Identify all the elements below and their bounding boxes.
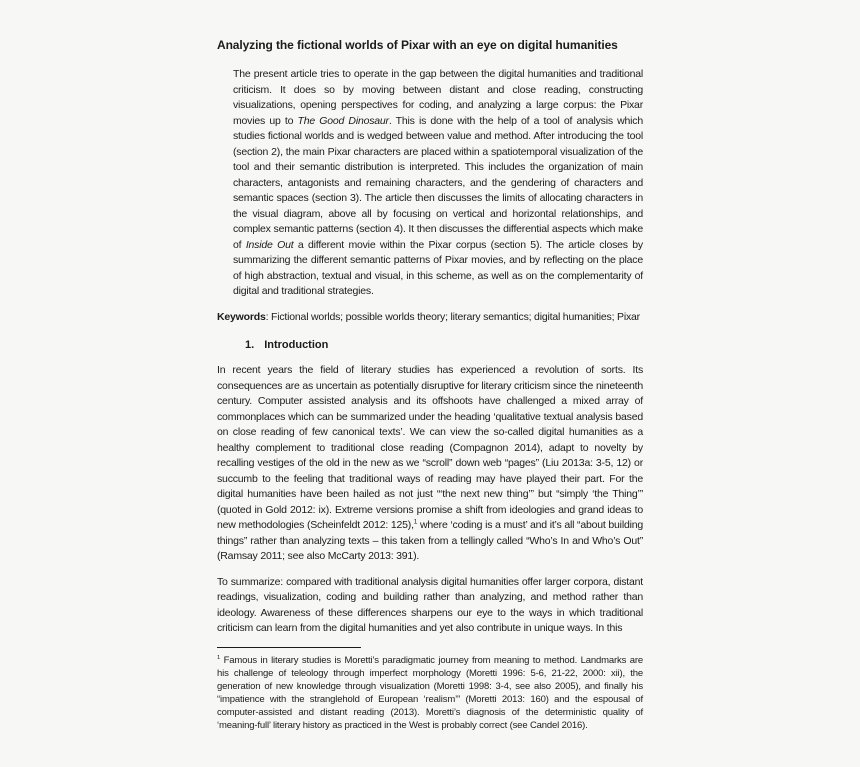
footnote-body: Famous in literary studies is Moretti’s paradigmatic journey from meaning to method. Landmarks are his challenge of teleology through imperfect morphology (Moretti 1996: 5-6, 21-22, 2000: xii), the generation of new knowledge through visualization (Moretti 1998: 3-4, see also 2005), and finally his “impatience with the stranglehold of European ‘realism’” (Moretti 2013: 160) and the espousal of computer-assisted and distant reading (2013). Moretti’s diagnosis of the deterministic quality of ‘meaning-full’ literary history as practiced in the West is probably correct (see Candel 2016). [217, 654, 643, 731]
section-number: 1. [245, 339, 255, 351]
footnote-marker: 1 [217, 654, 221, 661]
intro-paragraph-1 [217, 363, 643, 565]
intro-paragraph-2: To summarize: compared with traditional analysis digital humanities offer larger corpora, distant readings, visualization, coding and building rather than analyzing, and method rather than ideology. Awareness of these differences sharpens our eye to the ways in which traditional criticism can learn from the digital humanities and yet also contribute in unique ways. In this [217, 575, 643, 634]
keywords-label: Keywords [217, 310, 266, 323]
footnote-text [217, 654, 643, 732]
section-heading-introduction [245, 338, 643, 353]
intro-text-part1: In recent years the field of literary studies has experienced a revolution of sorts. Its consequences are as uncertain as potentially disruptive for literary criticism since the nineteenth century. Computer assisted analysis and its offshoots have challenged a mixed array of commonplaces which can be summarized under the heading ‘qualitative textual analysis based on close reading of few canonical texts’. We can view the so-called digital humanities as a healthy complement to traditional close reading (Compagnon 2014), adapt to novelty by recalling vestiges of the old in the new as we “scroll” down web “pages” (Liu 2013a: 3-5, 12) or succumb to the feeling that traditional ways of reading may have played their part. For the digital humanities have been hailed as not just “‘the next new thing’” but “simply ‘the Thing’” (quoted in Gold 2012: ix). Extreme versions promise a shift from ideologies and grand ideas to new methodologies (Scheinfeldt 2012: 125), [217, 364, 643, 531]
keywords-text: : Fictional worlds; possible worlds theory; literary semantics; digital humanities; Pixar [265, 310, 640, 323]
footnote-separator [217, 647, 361, 648]
footnote-reference: 1 [413, 518, 418, 526]
abstract-text-part1: The present article tries to operate in the gap between the digital humanities and traditional criticism. It does so by moving between distant and close reading, constructing visualizations, opening perspectives for coding, and analyzing a large corpus: the Pixar movies up to [233, 68, 643, 127]
movie-title-inside-out: Inside Out [245, 238, 294, 251]
text-column [217, 38, 643, 732]
page-title: Analyzing the fictional worlds of Pixar with an eye on digital humanities [217, 38, 618, 52]
intro-text-part2: where ‘coding is a must’ and it’s all “about building things” rather than analyzing texts – this taken from a tellingly called “Who’s In and Who’s Out” (Ramsay 2011; see also McCarty 2013: 391). [217, 519, 643, 562]
section-title: Introduction [264, 339, 329, 351]
keywords-line [217, 310, 643, 326]
abstract-text-part3: a different movie within the Pixar corpus (section 5). The article closes by summarizing the different semantic patterns of Pixar movies, and by reflecting on the place of high abstraction, textual and visual, in this scheme, as well as on the complementarity of digital and traditional strategies. [233, 238, 643, 297]
movie-title-good-dinosaur: The Good Dinosaur [297, 114, 389, 127]
abstract-paragraph [233, 67, 643, 300]
abstract-text-part2: . This is done with the help of a tool of analysis which studies fictional worlds and is wedged between value and method. After introducing the tool (section 2), the main Pixar characters are placed within a spatiotemporal visualization of the tool and their semantic distribution is interpreted. This includes the organization of main characters, antagonists and remaining characters, and the gendering of characters and semantic spaces (section 3). The article then discusses the limits of allocating characters in the visual diagram, above all by focusing on vertical and horizontal relationships, and complex semantic patterns (section 4). It then discusses the differential aspects which make of [233, 114, 643, 251]
